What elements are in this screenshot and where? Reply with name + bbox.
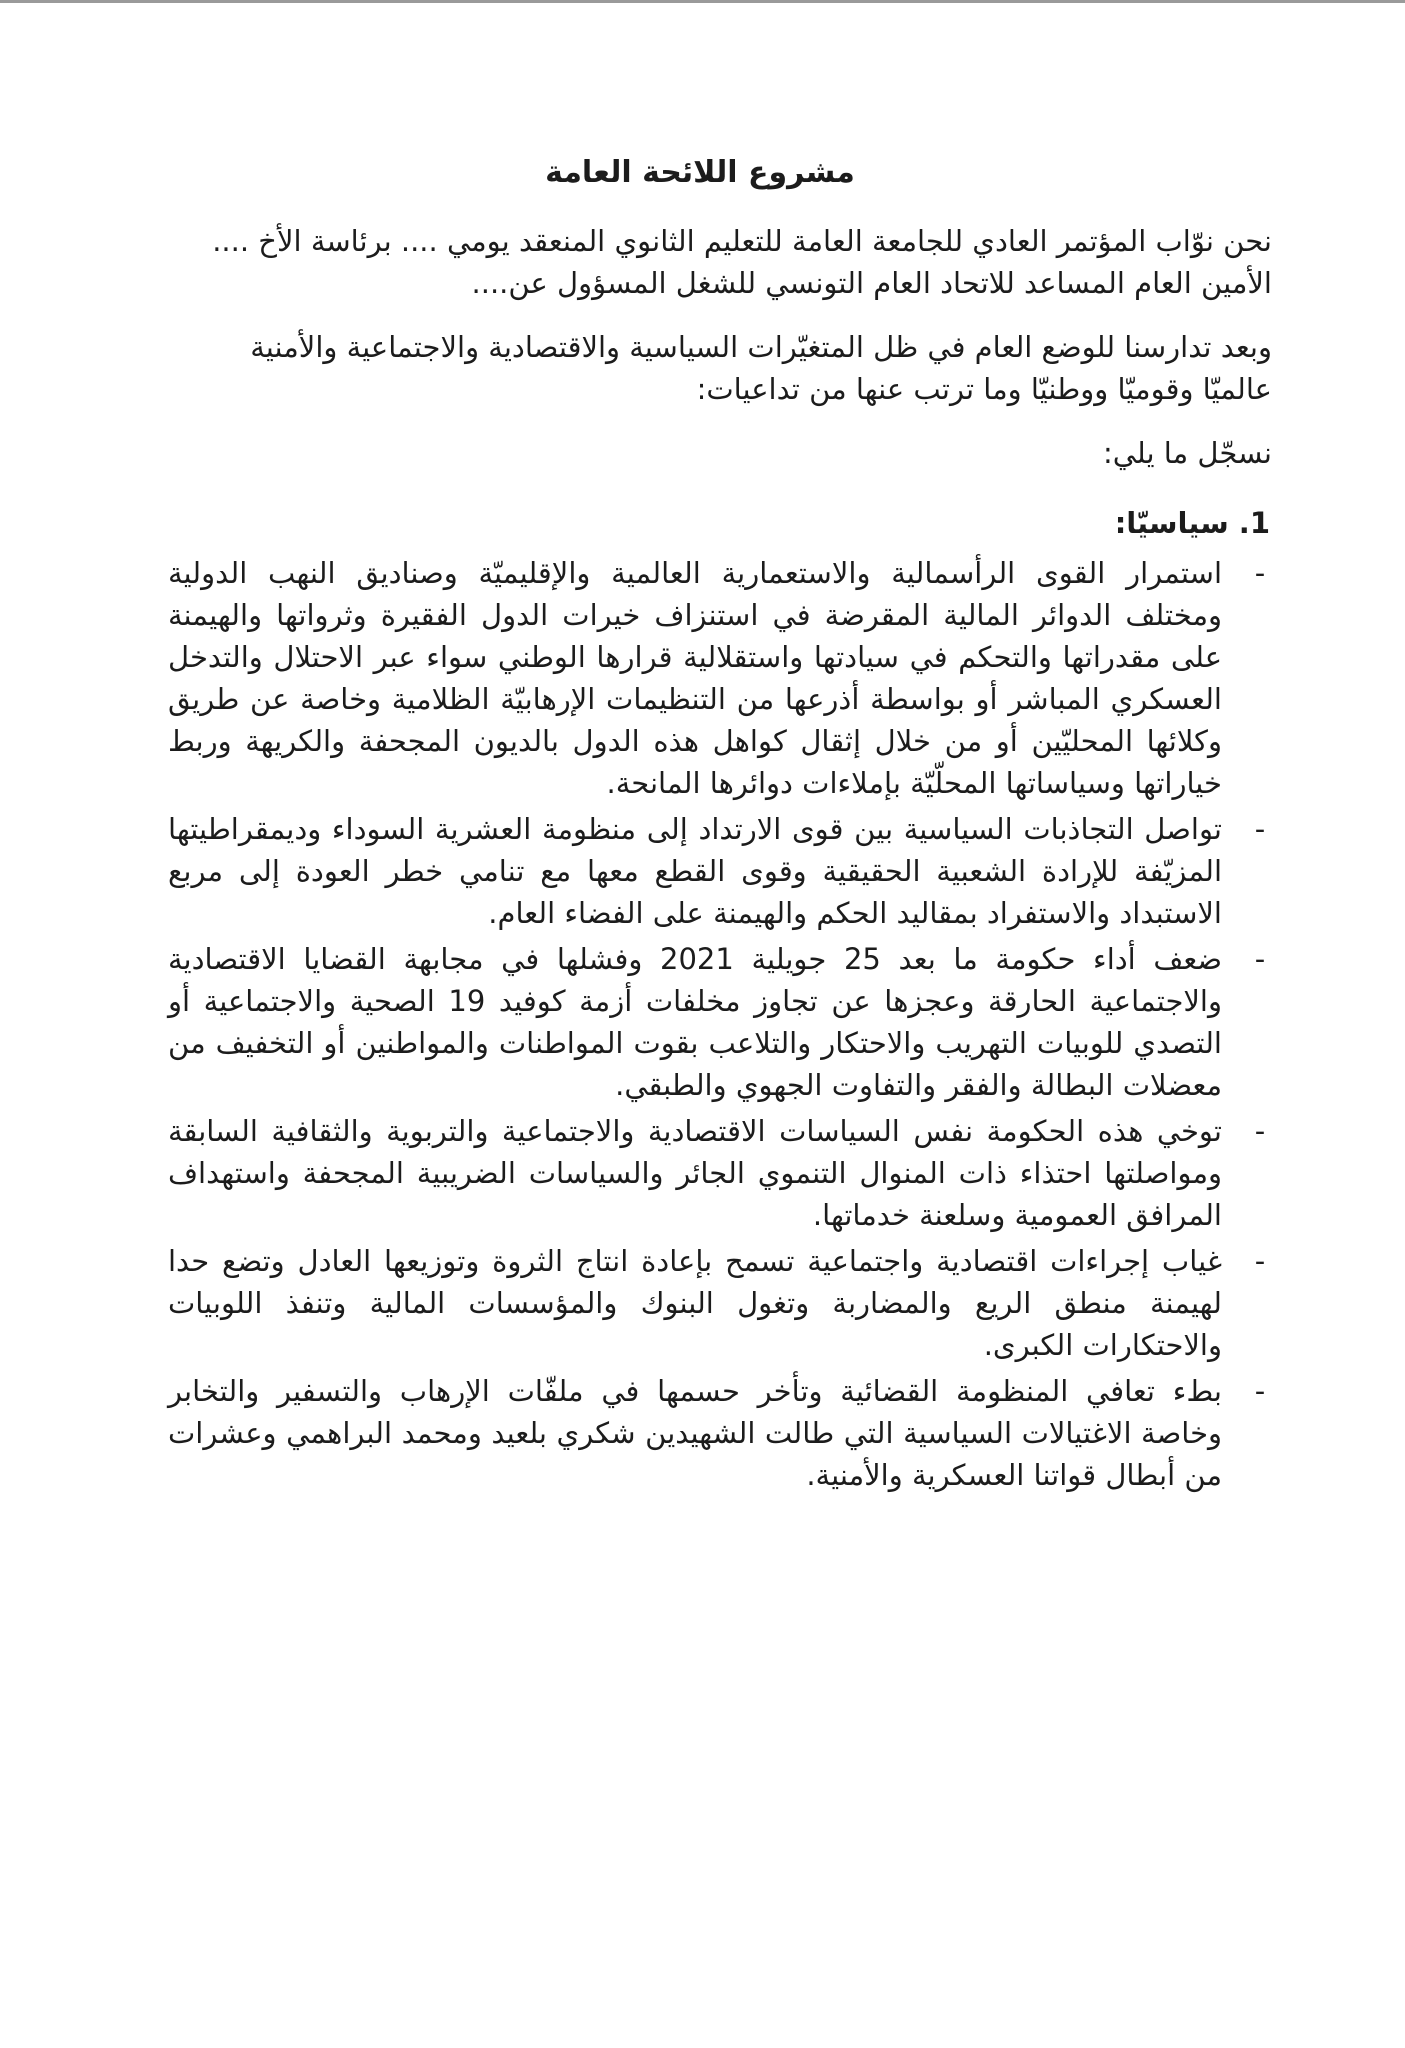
bullet-dash: - (1254, 1114, 1266, 1148)
bullet-dash: - (1254, 812, 1266, 846)
list-item (168, 808, 1272, 934)
document-title: مشروع اللائحة العامة (545, 155, 855, 190)
bullet-text: استمرار القوى الرأسمالية والاستعمارية العالمية والإقليميّة وصناديق النهب الدولية ومختلف الدوائر المالية المقرضة في استنزاف خيرات الدول الفقيرة وثرواتها والهيمنة على مقدراتها والتحكم في سيادتها واستقلالية قرارها الوطني سواء عبر الاحتلال والتدخل العسكري المباشر أو بواسطة أذرعها من التنظيمات الإرهابيّة الظلامية وخاصة عن طريق وكلائها المحليّين أو من خلال إثقال كواهل هذه الدول بالديون المجحفة والكريهة وربط خياراتها وسياساتها المحلّيّة بإملاءات دوائرها المانحة. (168, 556, 1222, 800)
section-1-bullet-list (168, 552, 1272, 1496)
section-1-number: 1. (1238, 506, 1270, 540)
list-item (168, 1240, 1272, 1366)
section-1-label: سياسيّا: (1114, 506, 1229, 540)
context-line-1: وبعد تدارسنا للوضع العام في ظل المتغيّرات السياسية والاقتصادية والاجتماعية والأمنية (250, 330, 1272, 364)
context-line-2: عالميّا وقوميّا ووطنيّا وما ترتب عنها من تداعيات: (696, 372, 1272, 406)
bullet-text: غياب إجراءات اقتصادية واجتماعية تسمح بإعادة انتاج الثروة وتوزيعها العادل وتضع حدا لهيمنة منطق الريع والمضاربة وتغول البنوك والمؤسسات المالية وتنفذ اللوبيات والاحتكارات الكبرى. (168, 1244, 1222, 1362)
bullet-dash: - (1254, 556, 1266, 590)
list-item (168, 1370, 1272, 1496)
intro-line-2: الأمين العام المساعد للاتحاد العام التونسي للشغل المسؤول عن.... (471, 266, 1272, 300)
intro-paragraph (168, 220, 1272, 304)
bullet-text: بطء تعافي المنظومة القضائية وتأخر حسمها في ملفّات الإرهاب والتسفير والتخابر وخاصة الاغتيالات السياسية التي طالت الشهيدين شكري بلعيد ومحمد البراهمي وعشرات من أبطال قواتنا العسكرية والأمنية. (168, 1374, 1222, 1492)
section-1-heading (168, 502, 1272, 544)
context-paragraph (168, 326, 1272, 410)
bullet-text: ضعف أداء حكومة ما بعد 25 جويلية 2021 وفشلها في مجابهة القضايا الاقتصادية والاجتماعية الحارقة وعجزها عن تجاوز مخلفات أزمة كوفيد 19 الصحية والاجتماعية أو التصدي للوبيات التهريب والاحتكار والتلاعب بقوت المواطنات والمواطنين أو التخفيف من معضلات البطالة والفقر والتفاوت الجهوي والطبقي. (168, 942, 1222, 1102)
bullet-text: توخي هذه الحكومة نفس السياسات الاقتصادية والاجتماعية والتربوية والثقافية السابقة ومواصلتها احتذاء ذات المنوال التنموي الجائر والسياسات الضريبية المجحفة واستهداف المرافق العمومية وسلعنة خدماتها. (168, 1114, 1222, 1232)
page-top-edge (0, 0, 1405, 3)
we-note-line: نسجّل ما يلي: (1102, 436, 1272, 470)
bullet-dash: - (1254, 1244, 1266, 1278)
list-item (168, 1110, 1272, 1236)
intro-line-1: نحن نوّاب المؤتمر العادي للجامعة العامة للتعليم الثانوي المنعقد يومي .... برئاسة الأخ .... (212, 224, 1272, 258)
list-item (168, 552, 1272, 804)
bullet-text: تواصل التجاذبات السياسية بين قوى الارتداد إلى منظومة العشرية السوداء وديمقراطيتها المزيّفة للإرادة الشعبية الحقيقية وقوى القطع معها مع تنامي خطر العودة إلى مربع الاستبداد والاستفراد بمقاليد الحكم والهيمنة على الفضاء العام. (168, 812, 1222, 930)
document-body (168, 152, 1272, 1500)
list-item (168, 938, 1272, 1106)
bullet-dash: - (1254, 942, 1266, 976)
bullet-dash: - (1254, 1374, 1266, 1408)
